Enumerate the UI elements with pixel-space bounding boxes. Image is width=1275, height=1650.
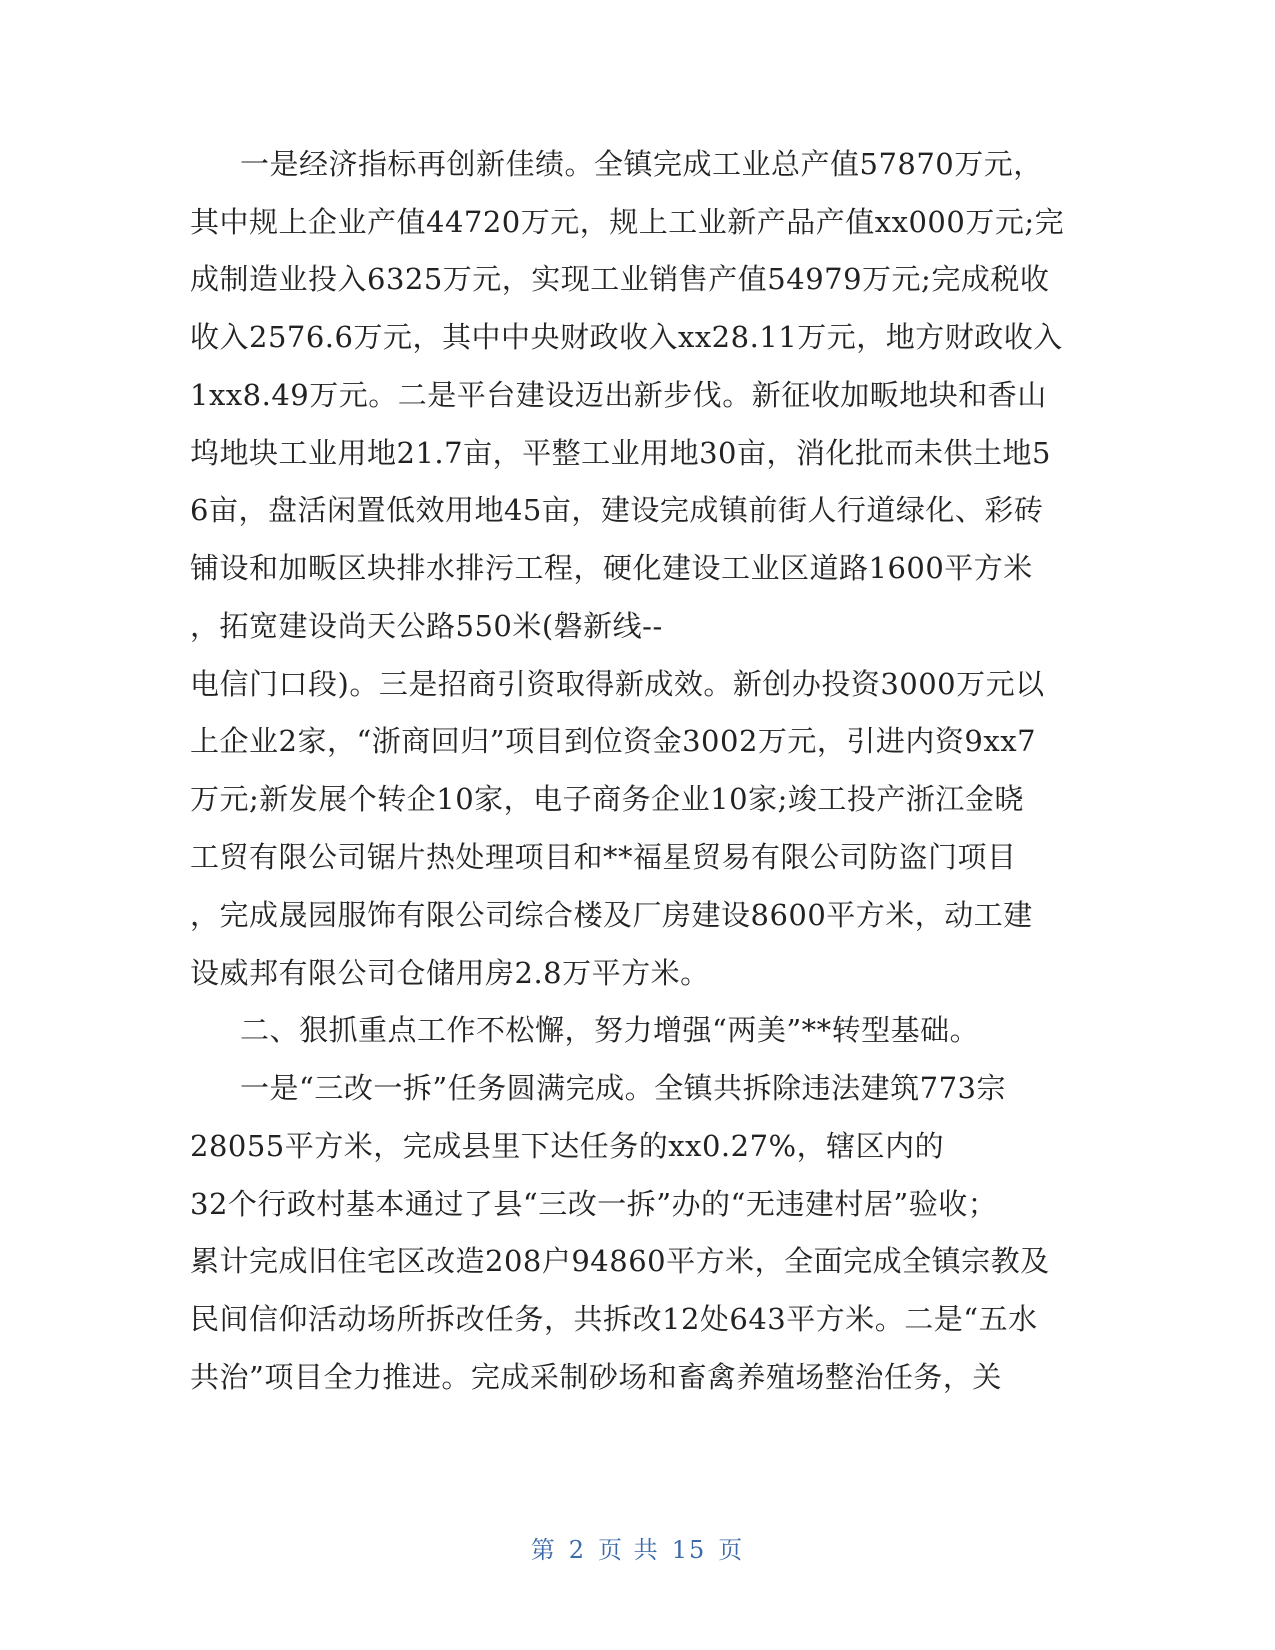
paragraph-line: 设威邦有限公司仓储用房2.8万平方米。 (190, 956, 710, 990)
paragraph-line: 铺设和加畈区块排水排污工程，硬化建设工业区道路1600平方米 (190, 551, 1033, 585)
paragraph-line: 32个行政村基本通过了县“三改一拆”办的“无违建村居”验收； (190, 1187, 998, 1221)
paragraph-line: 1xx8.49万元。二是平台建设迈出新步伐。新征收加畈地块和香山 (190, 378, 1047, 412)
paragraph-line: 收入2576.6万元，其中中央财政收入xx28.11万元，地方财政收入 (190, 320, 1063, 354)
paragraph-line: 共治”项目全力推进。完成采制砂场和畜禽养殖场整治任务，关 (190, 1360, 1002, 1394)
paragraph-line: 一是经济指标再创新佳绩。全镇完成工业总产值57870万元， (240, 147, 1043, 181)
paragraph-line: 累计完成旧住宅区改造208户94860平方米，全面完成全镇宗教及 (190, 1244, 1050, 1278)
footer-suffix: 页 (718, 1536, 745, 1564)
paragraph-line: 28055平方米，完成县里下达任务的xx0.27%，辖区内的 (190, 1129, 945, 1163)
paragraph-line: 万元;新发展个转企10家，电子商务企业10家;竣工投产浙江金晓 (190, 782, 1024, 816)
paragraph-line: 上企业2家，“浙商回归”项目到位资金3002万元，引进内资9xx7 (190, 724, 1037, 758)
paragraph-line: 6亩，盘活闲置低效用地45亩，建设完成镇前街人行道绿化、彩砖 (190, 493, 1044, 527)
section-heading: 二、狠抓重点工作不松懈，努力增强“两美”**转型基础。 (240, 1013, 980, 1047)
paragraph-line: ，完成晟园服饰有限公司综合楼及厂房建设8600平方米，动工建 (190, 898, 1033, 932)
paragraph-line: 民间信仰活动场所拆改任务，共拆改12处643平方米。二是“五水 (190, 1302, 1038, 1336)
footer-prefix: 第 (530, 1536, 557, 1564)
paragraph-line: 工贸有限公司锯片热处理项目和**福星贸易有限公司防盗门项目 (190, 840, 1017, 874)
paragraph-line: 一是“三改一拆”任务圆满完成。全镇共拆除违法建筑773宗 (240, 1071, 1007, 1105)
page-number-footer (0, 1530, 1275, 1565)
paragraph-line: 坞地块工业用地21.7亩，平整工业用地30亩，消化批而未供土地5 (190, 436, 1051, 470)
paragraph-line: 其中规上企业产值44720万元，规上工业新产品产值xx000万元;完 (190, 205, 1065, 239)
paragraph-line: ，拓宽建设尚天公路550米(磐新线-- (190, 609, 663, 643)
paragraph-line: 电信门口段)。三是招商引资取得新成效。新创办投资3000万元以 (190, 667, 1045, 701)
footer-page-number: 2 (568, 1536, 587, 1564)
footer-total-pages: 15 (671, 1536, 707, 1564)
footer-middle: 页 共 (598, 1536, 660, 1564)
paragraph-line: 成制造业投入6325万元，实现工业销售产值54979万元;完成税收 (190, 262, 1050, 296)
